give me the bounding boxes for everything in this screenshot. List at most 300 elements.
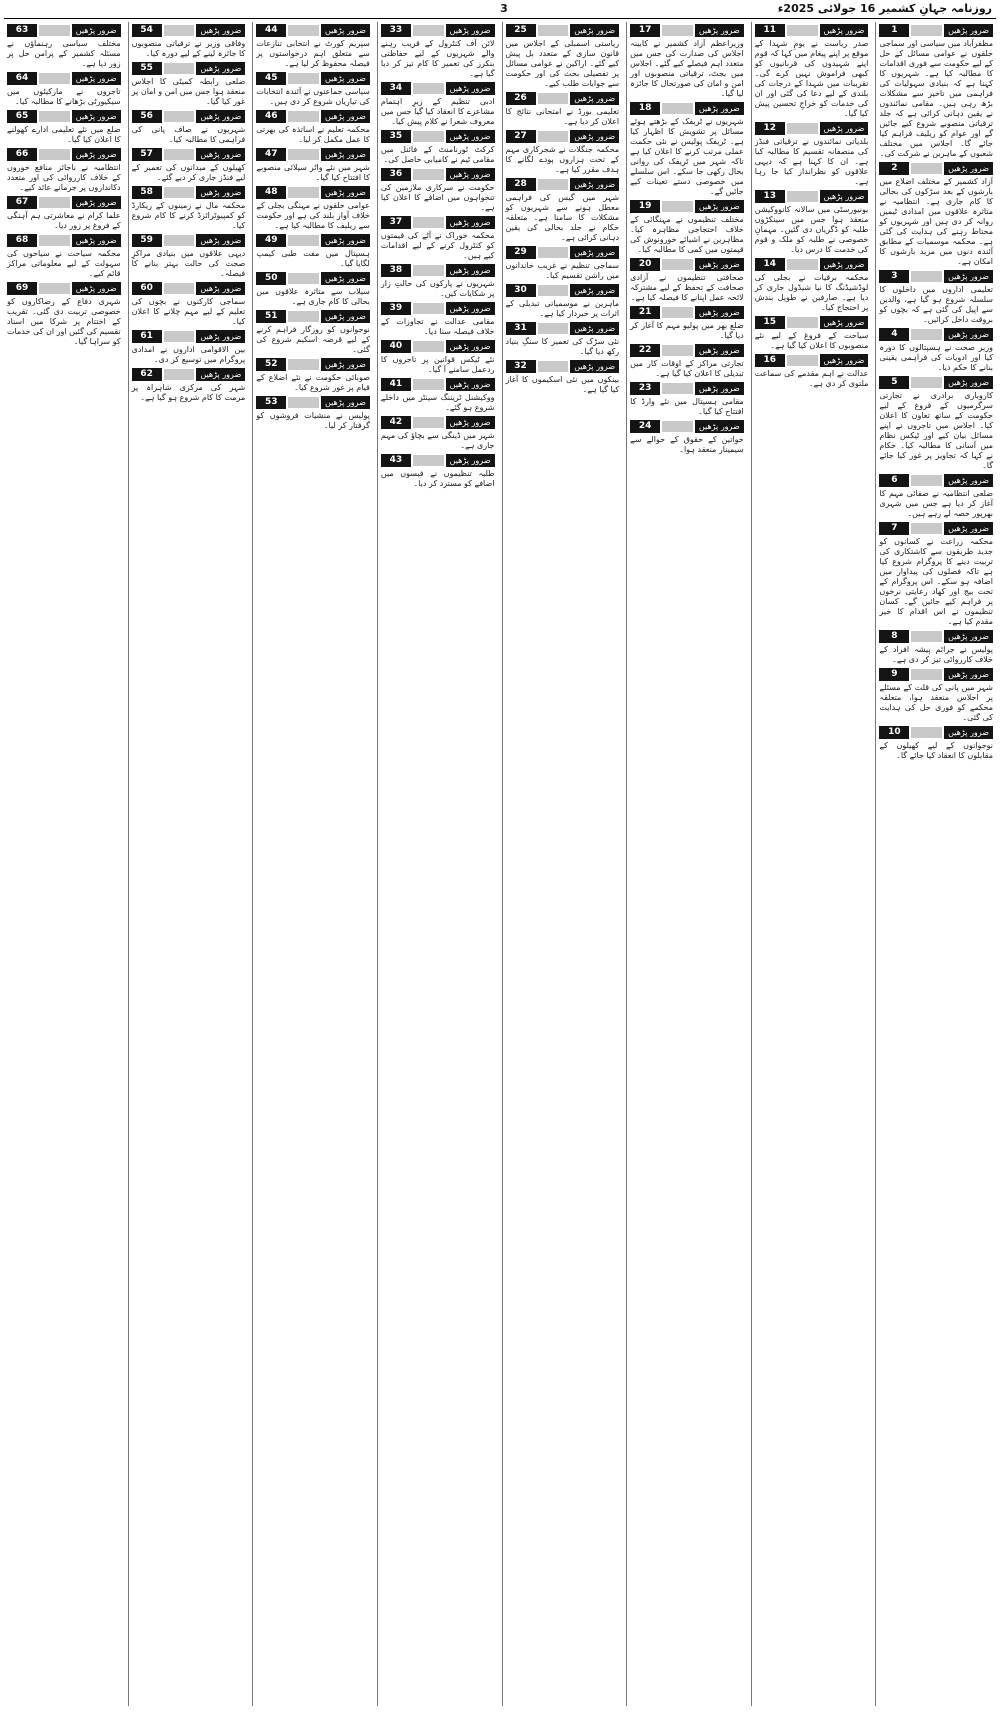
news-item-number: 13 bbox=[755, 190, 785, 203]
news-item-text: یونیورسٹی میں سالانہ کانووکیشن منعقد ہوا جس میں سینکڑوں طلبہ کو ڈگریاں دی گئیں۔ مہمانِ خصوصی نے طلبہ کو ملک و قوم کی خدمت کا درس دیا۔ bbox=[754, 205, 869, 254]
news-column bbox=[377, 22, 498, 1706]
news-item-tag: ضرور پڑھیں bbox=[446, 82, 495, 95]
news-item-number: 34 bbox=[381, 82, 411, 95]
news-item-tag: ضرور پڑھیں bbox=[196, 186, 245, 199]
news-item bbox=[879, 630, 993, 665]
news-item-tag: ضرور پڑھیں bbox=[820, 24, 869, 37]
news-item-header bbox=[381, 24, 495, 37]
news-item-header bbox=[755, 354, 869, 367]
news-item-tag: ضرور پڑھیں bbox=[695, 24, 744, 37]
news-item-text: نوجوانوں کے لیے کھیلوں کے مقابلوں کا انعقاد کیا جائے گا۔ bbox=[879, 741, 993, 760]
news-item bbox=[381, 82, 495, 127]
news-item-tag: ضرور پڑھیں bbox=[820, 190, 869, 203]
news-item-tag: ضرور پڑھیں bbox=[196, 282, 245, 295]
news-item-number: 69 bbox=[7, 282, 37, 295]
news-item-header bbox=[7, 24, 121, 37]
header-rule bbox=[288, 111, 319, 122]
news-item bbox=[132, 110, 246, 145]
news-item bbox=[506, 92, 620, 127]
header-rule bbox=[413, 83, 444, 94]
news-item-tag: ضرور پڑھیں bbox=[695, 382, 744, 395]
news-item-number: 36 bbox=[381, 168, 411, 181]
news-item-tag: ضرور پڑھیں bbox=[820, 354, 869, 367]
news-item-text: شہریوں نے صاف پانی کی فراہمی کا مطالبہ کیا۔ bbox=[131, 125, 246, 144]
header-rule bbox=[413, 217, 444, 228]
news-item-number: 27 bbox=[506, 130, 536, 143]
news-item-tag: ضرور پڑھیں bbox=[695, 200, 744, 213]
header-rule bbox=[413, 455, 444, 466]
news-item-header bbox=[506, 130, 620, 143]
header-rule bbox=[39, 283, 70, 294]
news-item-number: 19 bbox=[630, 200, 660, 213]
news-item-text: شہری دفاع کے رضاکاروں کو خصوصی تربیت دی گئی۔ تقریب کے اختتام پر شرکا میں اسناد تقسیم کی گئیں اور ان کی خدمات کو سراہا گیا۔ bbox=[7, 297, 121, 346]
news-item-header bbox=[879, 630, 993, 643]
news-item-tag: ضرور پڑھیں bbox=[196, 234, 245, 247]
news-item-number: 16 bbox=[755, 354, 785, 367]
news-item-tag: ضرور پڑھیں bbox=[321, 72, 370, 85]
news-item-number: 50 bbox=[256, 272, 286, 285]
news-item-number: 65 bbox=[7, 110, 37, 123]
news-item-header bbox=[755, 24, 869, 37]
news-item-text: سماجی کارکنوں نے بچوں کی تعلیم کے لیے مہم چلانے کا اعلان کیا۔ bbox=[131, 297, 246, 326]
news-item-header bbox=[256, 234, 370, 247]
news-item-tag: ضرور پڑھیں bbox=[446, 302, 495, 315]
news-item-text: عوامی حلقوں نے مہنگی بجلی کے خلاف آواز بلند کی ہے اور حکومت سے ریلیف کا مطالبہ کیا ہے۔ bbox=[256, 201, 370, 230]
header-rule bbox=[787, 191, 818, 202]
news-item-header bbox=[506, 246, 620, 259]
news-item-tag: ضرور پڑھیں bbox=[944, 376, 993, 389]
news-item bbox=[132, 148, 246, 183]
news-item-header bbox=[879, 668, 993, 681]
header-rule bbox=[39, 149, 70, 160]
header-rule bbox=[164, 369, 195, 380]
news-item-tag: ضرور پڑھیں bbox=[321, 358, 370, 371]
news-item-text: محکمہ جنگلات نے شجرکاری مہم کے تحت ہزاروں پودے لگانے کا ہدف مقرر کیا ہے۔ bbox=[505, 145, 620, 174]
header-rule bbox=[164, 111, 195, 122]
news-item-text: محکمہ برقیات نے بجلی کی لوڈشیڈنگ کا نیا شیڈول جاری کر دیا ہے۔ صارفین نے طویل بندش پر احتجاج کیا۔ bbox=[754, 273, 869, 312]
news-item-tag: ضرور پڑھیں bbox=[820, 316, 869, 329]
news-item bbox=[132, 330, 246, 365]
news-item-text: ضلعی انتظامیہ نے صفائی مہم کا آغاز کر دیا ہے جس میں شہری بھرپور حصہ لے رہے ہیں۔ bbox=[879, 489, 993, 518]
news-item bbox=[7, 72, 121, 107]
header-rule bbox=[288, 73, 319, 84]
header-rule bbox=[288, 149, 319, 160]
news-item-header bbox=[256, 72, 370, 85]
news-item-tag: ضرور پڑھیں bbox=[446, 264, 495, 277]
news-item-tag: ضرور پڑھیں bbox=[820, 122, 869, 135]
news-item-number: 31 bbox=[506, 322, 536, 335]
news-item bbox=[381, 216, 495, 261]
news-item-header bbox=[630, 382, 744, 395]
news-item-header bbox=[132, 234, 246, 247]
news-item-header bbox=[7, 282, 121, 295]
news-item bbox=[506, 360, 620, 395]
news-item bbox=[256, 358, 370, 393]
news-item-text: مقامی عدالت نے تجاوزات کے خلاف فیصلہ سنا دیا۔ bbox=[380, 317, 495, 336]
header-rule bbox=[911, 669, 942, 680]
news-item-text: حکومت نے سرکاری ملازمین کی تنخواہوں میں اضافے کا اعلان کیا ہے۔ bbox=[380, 183, 495, 212]
news-item-header bbox=[132, 282, 246, 295]
news-item-tag: ضرور پڑھیں bbox=[944, 162, 993, 175]
page-header-bar bbox=[4, 2, 996, 19]
news-item-text: ادبی تنظیم کے زیرِ اہتمام مشاعرے کا انعقاد کیا گیا جس میں معروف شعرا نے کلام پیش کیا۔ bbox=[380, 97, 495, 126]
news-item bbox=[630, 200, 744, 255]
news-item-header bbox=[630, 344, 744, 357]
news-item bbox=[506, 24, 620, 89]
news-item-text: ہسپتال میں مفت طبی کیمپ لگایا گیا۔ bbox=[256, 249, 370, 268]
header-rule bbox=[164, 235, 195, 246]
header-rule bbox=[662, 345, 693, 356]
header-rule bbox=[662, 421, 693, 432]
news-item-tag: ضرور پڑھیں bbox=[446, 416, 495, 429]
header-rule bbox=[662, 383, 693, 394]
news-column bbox=[875, 22, 996, 1706]
news-item-header bbox=[630, 420, 744, 433]
news-item-tag: ضرور پڑھیں bbox=[196, 148, 245, 161]
news-item-tag: ضرور پڑھیں bbox=[944, 668, 993, 681]
header-rule bbox=[164, 331, 195, 342]
news-item-text: طلبہ تنظیموں نے فیسوں میں اضافے کو مسترد کر دیا۔ bbox=[380, 469, 495, 488]
header-rule bbox=[164, 283, 195, 294]
news-item bbox=[132, 282, 246, 327]
news-item-text: کرکٹ ٹورنامنٹ کے فائنل میں مقامی ٹیم نے کامیابی حاصل کی۔ bbox=[380, 145, 495, 164]
news-item-tag: ضرور پڑھیں bbox=[944, 328, 993, 341]
news-item-tag: ضرور پڑھیں bbox=[446, 24, 495, 37]
news-item-tag: ضرور پڑھیں bbox=[695, 258, 744, 271]
news-item-header bbox=[132, 110, 246, 123]
news-item-text: ووکیشنل ٹریننگ سینٹر میں داخلے شروع ہو گئے۔ bbox=[380, 393, 495, 412]
news-item-text: پولیس نے جرائم پیشہ افراد کے خلاف کارروائی تیز کر دی ہے۔ bbox=[879, 645, 993, 664]
news-item bbox=[256, 310, 370, 355]
news-item-tag: ضرور پڑھیں bbox=[446, 168, 495, 181]
news-item-header bbox=[879, 522, 993, 535]
news-item-number: 15 bbox=[755, 316, 785, 329]
news-item-tag: ضرور پڑھیں bbox=[570, 284, 619, 297]
news-item-number: 48 bbox=[256, 186, 286, 199]
header-rule bbox=[538, 285, 569, 296]
news-column bbox=[252, 22, 373, 1706]
news-item bbox=[7, 234, 121, 279]
news-item-number: 54 bbox=[132, 24, 162, 37]
news-item-header bbox=[381, 264, 495, 277]
news-item-text: شہر میں نئے واٹر سپلائی منصوبے کا افتتاح کیا گیا۔ bbox=[256, 163, 370, 182]
header-rule bbox=[39, 25, 70, 36]
news-item bbox=[256, 148, 370, 183]
news-item-text: لائن آف کنٹرول کے قریب رہنے والے شہریوں کے لیے حفاظتی بنکرز کی تعمیر کا کام تیز کر دیا گیا ہے۔ bbox=[380, 39, 495, 78]
news-item-tag: ضرور پڑھیں bbox=[72, 234, 121, 247]
header-rule bbox=[413, 131, 444, 142]
news-item bbox=[630, 420, 744, 455]
news-item-tag: ضرور پڑھیں bbox=[321, 234, 370, 247]
news-item-text: دیہی علاقوں میں بنیادی مراکزِ صحت کی حالت بہتر بنانے کا فیصلہ۔ bbox=[131, 249, 246, 278]
news-item-number: 45 bbox=[256, 72, 286, 85]
news-item-header bbox=[132, 62, 246, 75]
news-item-number: 46 bbox=[256, 110, 286, 123]
news-item-text: ضلع بھر میں پولیو مہم کا آغاز کر دیا گیا۔ bbox=[630, 321, 744, 340]
news-item bbox=[506, 246, 620, 281]
news-item-number: 43 bbox=[381, 454, 411, 467]
news-item bbox=[879, 726, 993, 761]
news-item bbox=[879, 668, 993, 723]
news-item-number: 55 bbox=[132, 62, 162, 75]
news-item bbox=[381, 168, 495, 213]
news-item-tag: ضرور پڑھیں bbox=[446, 340, 495, 353]
news-item-text: صدر ریاست نے یومِ شہدا کے موقع پر اپنے پیغام میں کہا کہ قوم اپنے شہیدوں کی قربانیوں کو کبھی فراموش نہیں کرے گی۔ تقریبات میں شہدا کے درجات کی بلندی کے لیے دعا کی گئی اور ان کی خدمات کو خراجِ تحسین پیش کیا گیا۔ bbox=[754, 39, 869, 118]
news-item-tag: ضرور پڑھیں bbox=[446, 216, 495, 229]
news-item bbox=[506, 178, 620, 243]
news-column bbox=[128, 22, 249, 1706]
news-item bbox=[506, 130, 620, 175]
news-item-number: 61 bbox=[132, 330, 162, 343]
news-item-text: شہر میں گیس کی فراہمی معطل ہونے سے شہریوں کو مشکلات کا سامنا ہے۔ متعلقہ حکام نے جلد بحالی کی یقین دہانی کرائی ہے۔ bbox=[505, 193, 620, 242]
news-item-tag: ضرور پڑھیں bbox=[944, 270, 993, 283]
header-rule bbox=[413, 417, 444, 428]
news-item bbox=[506, 322, 620, 357]
news-item-text: وزیر صحت نے ہسپتالوں کا دورہ کیا اور ادویات کی فراہمی یقینی بنانے کا حکم دیا۔ bbox=[879, 343, 993, 372]
news-item-header bbox=[506, 360, 620, 373]
header-rule bbox=[538, 361, 569, 372]
news-item-number: 2 bbox=[879, 162, 909, 175]
news-item-header bbox=[256, 396, 370, 409]
news-item-header bbox=[132, 330, 246, 343]
news-item-text: نئی سڑک کی تعمیر کا سنگِ بنیاد رکھ دیا گیا۔ bbox=[505, 337, 620, 356]
news-item-header bbox=[630, 306, 744, 319]
header-rule bbox=[911, 377, 942, 388]
news-item-header bbox=[381, 454, 495, 467]
news-item-text: کاروباری برادری نے تجارتی سرگرمیوں کے فروغ کے لیے حکومت کے ساتھ تعاون کا اعلان کیا۔ اجلاس میں تاجروں نے اپنے مسائل بیان کیے اور ٹیکس نظام میں آسانی کا مطالبہ کیا۔ حکام نے کہا کہ تجاویز پر غور کیا جائے گا۔ bbox=[879, 391, 993, 470]
news-item-number: 66 bbox=[7, 148, 37, 161]
news-item-header bbox=[506, 178, 620, 191]
header-rule bbox=[911, 631, 942, 642]
news-item-number: 68 bbox=[7, 234, 37, 247]
news-item-text: وفاقی وزیر نے ترقیاتی منصوبوں کا جائزہ لینے کے لیے دورہ کیا۔ bbox=[131, 39, 246, 58]
news-item-text: بینکوں میں نئی اسکیموں کا آغاز کیا گیا ہے۔ bbox=[505, 375, 620, 394]
news-item-header bbox=[132, 148, 246, 161]
news-item-header bbox=[7, 148, 121, 161]
news-item-number: 24 bbox=[630, 420, 660, 433]
news-item-header bbox=[630, 200, 744, 213]
news-item-number: 64 bbox=[7, 72, 37, 85]
news-item-text: خواتین کے حقوق کے حوالے سے سیمینار منعقد ہوا۔ bbox=[630, 435, 744, 454]
news-item-header bbox=[132, 368, 246, 381]
news-item-tag: ضرور پڑھیں bbox=[695, 344, 744, 357]
header-rule bbox=[288, 235, 319, 246]
header-rule bbox=[413, 341, 444, 352]
news-item-number: 32 bbox=[506, 360, 536, 373]
news-item-number: 59 bbox=[132, 234, 162, 247]
news-item-text: محکمہ سیاحت نے سیاحوں کی سہولت کے لیے معلوماتی مراکز قائم کیے۔ bbox=[7, 249, 121, 278]
news-item-text: محکمہ خوراک نے آٹے کی قیمتوں کو کنٹرول کرنے کے لیے اقدامات کیے ہیں۔ bbox=[380, 231, 495, 260]
news-item-header bbox=[256, 310, 370, 323]
header-rule bbox=[164, 187, 195, 198]
news-item bbox=[879, 270, 993, 325]
news-item-tag: ضرور پڑھیں bbox=[72, 72, 121, 85]
news-item-tag: ضرور پڑھیں bbox=[944, 24, 993, 37]
news-item-text: تاجروں نے مارکیٹوں میں سیکیورٹی بڑھانے کا مطالبہ کیا۔ bbox=[7, 87, 121, 106]
header-rule bbox=[787, 259, 818, 270]
news-item bbox=[755, 258, 869, 313]
header-rule bbox=[413, 303, 444, 314]
news-item-header bbox=[7, 110, 121, 123]
news-item-text: انتظامیہ نے ناجائز منافع خوروں کے خلاف کارروائی کی اور متعدد دکانداروں پر جرمانے عائد کیے۔ bbox=[7, 163, 121, 192]
header-rule bbox=[164, 63, 195, 74]
news-item-tag: ضرور پڑھیں bbox=[72, 196, 121, 209]
header-rule bbox=[288, 25, 319, 36]
news-item bbox=[630, 382, 744, 417]
news-item-header bbox=[256, 358, 370, 371]
news-item-tag: ضرور پڑھیں bbox=[321, 148, 370, 161]
header-rule bbox=[662, 103, 693, 114]
news-item-number: 33 bbox=[381, 24, 411, 37]
news-item bbox=[7, 282, 121, 347]
news-item-header bbox=[879, 474, 993, 487]
news-item-header bbox=[381, 168, 495, 181]
header-rule bbox=[662, 201, 693, 212]
news-item-header bbox=[506, 322, 620, 335]
news-item bbox=[256, 186, 370, 231]
news-item-tag: ضرور پڑھیں bbox=[196, 62, 245, 75]
news-item-text: نوجوانوں کو روزگار فراہم کرنے کے لیے قرضہ اسکیم شروع کی گئی۔ bbox=[256, 325, 370, 354]
news-item-text: ماہرین نے موسمیاتی تبدیلی کے اثرات پر خبردار کیا ہے۔ bbox=[505, 299, 620, 318]
news-item-header bbox=[381, 130, 495, 143]
news-item-number: 49 bbox=[256, 234, 286, 247]
news-item-tag: ضرور پڑھیں bbox=[695, 102, 744, 115]
news-item-text: آزاد کشمیر کے مختلف اضلاع میں بارشوں کے بعد سڑکوں کی بحالی کا کام جاری ہے۔ انتظامیہ نے متاثرہ علاقوں میں امدادی ٹیمیں روانہ کر دی ہیں اور شہریوں کو محتاط رہنے کی ہدایت کی گئی ہے۔ محکمہ موسمیات کے مطابق آئندہ دنوں میں مزید بارشوں کا امکان ہے۔ bbox=[879, 177, 993, 266]
news-item-number: 7 bbox=[879, 522, 909, 535]
news-item-header bbox=[7, 196, 121, 209]
header-rule bbox=[39, 235, 70, 246]
news-item-header bbox=[506, 24, 620, 37]
header-rule bbox=[288, 273, 319, 284]
news-item-header bbox=[630, 102, 744, 115]
news-item bbox=[630, 24, 744, 99]
news-item-number: 47 bbox=[256, 148, 286, 161]
news-item bbox=[256, 24, 370, 69]
news-item-header bbox=[7, 234, 121, 247]
news-item-text: شہریوں نے پارکوں کی حالتِ زار پر شکایات کیں۔ bbox=[380, 279, 495, 298]
news-item bbox=[381, 340, 495, 375]
news-item-number: 14 bbox=[755, 258, 785, 271]
news-item-header bbox=[630, 24, 744, 37]
news-item bbox=[879, 376, 993, 471]
news-item-tag: ضرور پڑھیں bbox=[570, 322, 619, 335]
news-item bbox=[381, 130, 495, 165]
news-item-text: کھیلوں کے میدانوں کی تعمیر کے لیے فنڈز جاری کر دیے گئے۔ bbox=[131, 163, 246, 182]
news-item bbox=[755, 190, 869, 255]
news-item bbox=[506, 284, 620, 319]
news-item-number: 11 bbox=[755, 24, 785, 37]
news-item-header bbox=[755, 258, 869, 271]
news-item-header bbox=[7, 72, 121, 85]
news-item bbox=[755, 24, 869, 119]
header-rule bbox=[39, 73, 70, 84]
news-item-tag: ضرور پڑھیں bbox=[321, 24, 370, 37]
news-item-tag: ضرور پڑھیں bbox=[321, 110, 370, 123]
news-item bbox=[256, 110, 370, 145]
news-item-number: 28 bbox=[506, 178, 536, 191]
header-rule bbox=[288, 397, 319, 408]
news-item bbox=[630, 258, 744, 303]
news-item-number: 3 bbox=[879, 270, 909, 283]
news-item-tag: ضرور پڑھیں bbox=[446, 378, 495, 391]
news-item-header bbox=[381, 82, 495, 95]
news-item-text: سماجی تنظیم نے غریب خاندانوں میں راشن تقسیم کیا۔ bbox=[505, 261, 620, 280]
news-item-number: 23 bbox=[630, 382, 660, 395]
news-item-header bbox=[132, 24, 246, 37]
news-item bbox=[7, 110, 121, 145]
news-column bbox=[502, 22, 623, 1706]
news-item-tag: ضرور پڑھیں bbox=[196, 110, 245, 123]
news-item-text: تعلیمی بورڈ نے امتحانی نتائج کا اعلان کر دیا ہے۔ bbox=[505, 107, 620, 126]
news-item-number: 21 bbox=[630, 306, 660, 319]
news-item-text: محکمہ مال نے زمینوں کے ریکارڈ کو کمپیوٹرائزڈ کرنے کا کام شروع کیا۔ bbox=[131, 201, 246, 230]
news-item-text: سیلاب سے متاثرہ علاقوں میں بحالی کا کام جاری ہے۔ bbox=[256, 287, 370, 306]
news-item bbox=[630, 306, 744, 341]
news-item-tag: ضرور پڑھیں bbox=[570, 92, 619, 105]
news-item-header bbox=[506, 284, 620, 297]
news-item-text: تعلیمی اداروں میں داخلوں کا سلسلہ شروع ہو گیا ہے، والدین سے اپیل کی گئی ہے کہ بچوں کو بروقت داخل کرائیں۔ bbox=[879, 285, 993, 324]
header-rule bbox=[288, 311, 319, 322]
header-rule bbox=[164, 149, 195, 160]
news-item-tag: ضرور پڑھیں bbox=[820, 258, 869, 271]
news-item bbox=[630, 102, 744, 197]
news-item-header bbox=[256, 186, 370, 199]
news-item bbox=[755, 354, 869, 389]
news-item-number: 6 bbox=[879, 474, 909, 487]
news-item-text: بلدیاتی نمائندوں نے ترقیاتی فنڈز کی منصفانہ تقسیم کا مطالبہ کیا ہے۔ ان کا کہنا ہے کہ دیہی علاقوں کو نظرانداز کیا جا رہا ہے۔ bbox=[754, 137, 869, 186]
news-item-number: 29 bbox=[506, 246, 536, 259]
news-item-number: 8 bbox=[879, 630, 909, 643]
news-item bbox=[7, 196, 121, 231]
news-item-header bbox=[879, 376, 993, 389]
news-item-number: 9 bbox=[879, 668, 909, 681]
news-item bbox=[755, 122, 869, 187]
header-rule bbox=[662, 259, 693, 270]
news-item-header bbox=[879, 162, 993, 175]
news-item-number: 4 bbox=[879, 328, 909, 341]
header-rule bbox=[538, 25, 569, 36]
header-rule bbox=[911, 727, 942, 738]
news-item-text: نئے ٹیکس قوانین پر تاجروں کا ردعمل سامنے آ گیا۔ bbox=[380, 355, 495, 374]
news-item-number: 63 bbox=[7, 24, 37, 37]
news-item-tag: ضرور پڑھیں bbox=[321, 186, 370, 199]
news-item-header bbox=[879, 270, 993, 283]
news-item-tag: ضرور پڑھیں bbox=[72, 110, 121, 123]
news-item-tag: ضرور پڑھیں bbox=[72, 24, 121, 37]
header-rule bbox=[538, 179, 569, 190]
news-item-text: شہر میں پانی کی قلت کے مسئلے پر اجلاس منعقد ہوا، متعلقہ محکمے کو فوری حل کی ہدایت کی گئی۔ bbox=[879, 683, 993, 722]
news-item bbox=[132, 186, 246, 231]
news-item-number: 44 bbox=[256, 24, 286, 37]
header-rule bbox=[413, 379, 444, 390]
news-item-number: 18 bbox=[630, 102, 660, 115]
news-item-number: 67 bbox=[7, 196, 37, 209]
news-item bbox=[381, 264, 495, 299]
news-item-header bbox=[755, 316, 869, 329]
header-rule bbox=[787, 123, 818, 134]
news-item-tag: ضرور پڑھیں bbox=[196, 330, 245, 343]
news-item-text: مختلف سیاسی رہنماؤں نے مسئلہ کشمیر کے پرامن حل پر زور دیا ہے۔ bbox=[7, 39, 121, 68]
news-item-number: 57 bbox=[132, 148, 162, 161]
news-item-text: وزیراعظم آزاد کشمیر نے کابینہ اجلاس کی صدارت کی جس میں متعدد اہم فیصلے کیے گئے۔ اجلاس میں بجٹ، ترقیاتی منصوبوں اور امن و امان کی صورتحال کا جائزہ لیا گیا۔ bbox=[630, 39, 744, 98]
header-rule bbox=[288, 359, 319, 370]
header-rule bbox=[911, 475, 942, 486]
header-rule bbox=[538, 247, 569, 258]
news-column bbox=[4, 22, 124, 1706]
news-item-header bbox=[381, 340, 495, 353]
news-item-text: مختلف تنظیموں نے مہنگائی کے خلاف احتجاجی مظاہرہ کیا۔ مظاہرین نے اشیائے خورونوش کی قیمتوں میں کمی کا مطالبہ کیا۔ bbox=[630, 215, 744, 254]
news-item-number: 20 bbox=[630, 258, 660, 271]
